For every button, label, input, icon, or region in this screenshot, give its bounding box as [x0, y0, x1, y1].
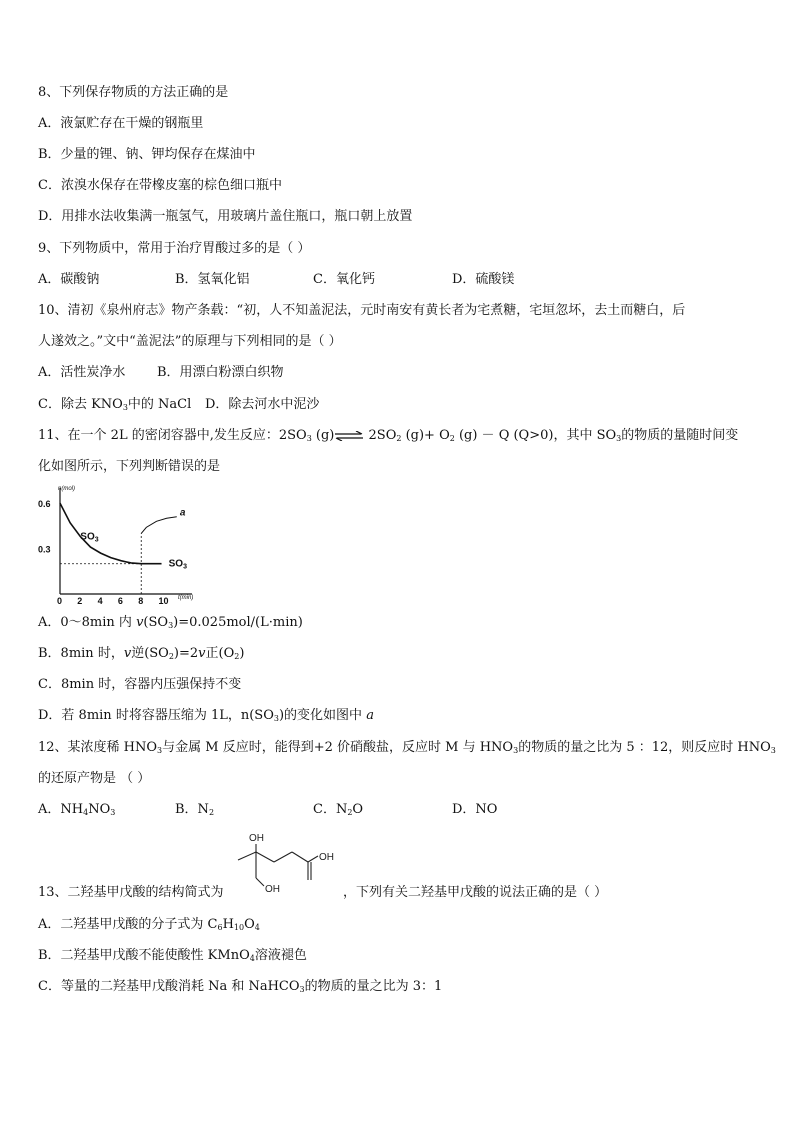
x-tick-label-10: 10 [158, 596, 169, 604]
q12-sub1: 3 [157, 746, 163, 755]
series-line-SO3 [60, 503, 162, 564]
q11-option-a [38, 614, 303, 635]
q9-option-c: C．氧化钙 [313, 272, 375, 287]
q11-option-d [38, 707, 374, 728]
q12-stem-line1 [38, 739, 776, 760]
q10-stem-line2: 人遂效之。”文中“盖泥法”的原理与下列相同的是（ ） [38, 334, 342, 349]
q10-c-pre: C．除去 KNO [38, 397, 123, 412]
y-axis-label: n(mol) [58, 486, 76, 492]
q11-b-mid1: 逆(SO [131, 646, 169, 661]
q12-a-sub1: 4 [83, 808, 89, 817]
series-line-a [141, 517, 177, 534]
q12-a-mid: NO [88, 802, 111, 817]
x-axis-label: t(min) [178, 595, 194, 601]
q13-option-b [38, 947, 307, 968]
q13-c-sub: 3 [299, 985, 305, 994]
q13-a-mid: H [222, 917, 234, 932]
q9-stem: 9、下列物质中，常用于治疗胃酸过多的是（ ） [38, 241, 311, 256]
y-tick-label-0.3: 0.3 [38, 544, 51, 555]
q11-l1-sub2: 2 [396, 434, 402, 443]
q10-stem-line1: 10、清初《泉州府志》物产条载：“初，人不知盖泥法，元时南安有黄长者为宅煮糖，宅垣忽坏，去土而糖白，后 [38, 303, 686, 318]
q11-d-sub: 3 [273, 714, 279, 723]
so3-amount-chart [36, 482, 196, 604]
q11-b-sub2: 2 [234, 652, 240, 661]
x-tick-label-0: 0 [57, 596, 63, 604]
q11-b-sub1: 2 [168, 652, 174, 661]
struct-oh-bottom: OH [265, 884, 280, 895]
series-label-SO3-curve: $SO_3$ [80, 531, 99, 544]
q12-b-sub: 2 [208, 808, 215, 817]
q11-b-mid2: )=2 [173, 646, 199, 661]
q11-l1-pre: 11、在一个 2L 的密闭容器中,发生反应：2SO [38, 428, 307, 443]
q11-option-b [38, 645, 244, 666]
q11-l1-post: 的物质的量随时间变 [621, 428, 739, 443]
q13-stem-pre: 13、二羟基甲戊酸的结构简式为 [38, 885, 224, 900]
x-tick-label-4: 4 [97, 596, 103, 604]
q9-option-a: A．碳酸钠 [38, 272, 100, 287]
q13-c-pre: C．等量的二羟基甲戊酸消耗 Na 和 NaHCO [38, 979, 300, 994]
q10-option-c [38, 396, 191, 417]
q13-option-a [38, 916, 260, 937]
q11-b-v1: v [123, 646, 132, 661]
q11-b-mid3: 正(O [205, 646, 235, 661]
q12-option-c [313, 801, 363, 822]
x-tick-label-8: 8 [138, 596, 144, 604]
q11-option-c: C．8min 时，容器内压强保持不变 [38, 677, 242, 692]
q13-a-pre: A．二羟基甲戊酸的分子式为 C [38, 917, 218, 932]
q12-option-b [175, 801, 214, 822]
q13-a-sub1: 6 [217, 923, 223, 932]
q12-c-pre: C．N [313, 802, 348, 817]
q12-post: 的物质的量之比为 5 ：12，则反应时 HNO [518, 740, 771, 755]
q11-l1-mid2: 2SO [364, 428, 397, 443]
q12-a-pre: A．NH [38, 802, 84, 817]
q12-mid: 与金属 M 反应时，能得到+2 价硝酸盐，反应时 M 与 HNO [162, 740, 514, 755]
q12-option-d: D．NO [452, 802, 498, 817]
q8-option-c: C．浓溴水保存在带橡皮塞的棕色细口瓶中 [38, 178, 282, 193]
q11-l1-sub3: 2 [449, 434, 455, 443]
q13-stem-post: ，下列有关二羟基甲戊酸的说法正确的是（ ） [343, 885, 608, 900]
q11-d-pre: D．若 8min 时将容器压缩为 1L，n(SO [38, 708, 274, 723]
q11-b-pre: B．8min 时， [38, 646, 124, 661]
q12-b-pre: B．N [175, 802, 209, 817]
q9-option-b: B．氢氧化铝 [175, 272, 250, 287]
struct-oh-acid: OH [319, 852, 334, 863]
q12-pre: 12、某浓度稀 HNO [38, 740, 158, 755]
q9-option-d: D．硫酸镁 [452, 272, 515, 287]
q11-l1-mid4: (g) － Q (Q>0)，其中 SO [454, 428, 617, 443]
q8-option-a: A．液氯贮存在干燥的钢瓶里 [38, 116, 204, 131]
q10-c-sub: 3 [122, 403, 128, 412]
q10-option-d: D．除去河水中泥沙 [205, 397, 320, 412]
x-tick-label-6: 6 [117, 596, 123, 604]
q11-l1-sub4: 3 [616, 434, 622, 443]
q11-a-pre: A．0～8min 内 [38, 615, 137, 630]
q11-d-post: )的变化如图中 [278, 708, 367, 723]
series-label-a: a [179, 507, 186, 519]
q12-sub2: 3 [513, 746, 519, 755]
q13-option-c [38, 978, 442, 999]
q8-stem: 8、下列保存物质的方法正确的是 [38, 85, 229, 100]
series-label-SO3-flat: $SO_3$ [168, 558, 188, 571]
q12-c-post: O [352, 802, 364, 817]
q11-a-mid: (SO [143, 615, 169, 630]
q11-l1-mid1: (g) [311, 428, 335, 443]
q11-b-v2: v [198, 646, 206, 661]
q11-d-a: a [366, 708, 374, 723]
q11-a-v: v [136, 615, 144, 630]
dihydroxymethylvaleric-acid-structure [232, 830, 342, 898]
q11-a-sub: 3 [168, 621, 174, 630]
q11-stem-line2: 化如图所示，下列判断错误的是 [38, 459, 221, 474]
q12-option-a [38, 801, 115, 822]
q10-c-post: 中的 NaCl [127, 397, 192, 412]
q13-a-sub3: 4 [254, 923, 260, 932]
q13-b-post: 溶液褪色 [254, 948, 307, 963]
q13-c-post: 的物质的量之比为 3：1 [304, 979, 443, 994]
q11-a-post: )=0.025mol/(L·min) [173, 615, 303, 630]
y-tick-label-0.6: 0.6 [38, 499, 51, 510]
q13-a-sub2: 10 [233, 923, 245, 932]
q10-option-a: A．活性炭净水 [38, 365, 126, 380]
q13-a-mid2: O [244, 917, 255, 932]
q12-sub3: 3 [770, 746, 776, 755]
q8-option-b: B．少量的锂、钠、钾均保存在煤油中 [38, 147, 256, 162]
q10-option-b: B．用漂白粉漂白织物 [157, 365, 284, 380]
q11-stem-line1 [38, 427, 738, 448]
q12-a-sub2: 3 [110, 808, 116, 817]
q11-l1-mid3: (g)+ O [401, 428, 450, 443]
struct-oh-top: OH [249, 833, 264, 844]
q8-option-d: D．用排水法收集满一瓶氢气，用玻璃片盖住瓶口，瓶口朝上放置 [38, 209, 413, 224]
q12-stem-line2: 的还原产物是 （ ） [38, 771, 151, 786]
x-tick-label-2: 2 [77, 596, 83, 604]
reversible-arrow-icon [334, 431, 364, 441]
q11-b-post: ) [239, 646, 245, 661]
q12-c-sub: 2 [347, 808, 353, 817]
q11-l1-sub1: 3 [306, 434, 312, 443]
q13-b-sub: 4 [249, 954, 255, 963]
q13-b-pre: B．二羟基甲戊酸不能使酸性 KMnO [38, 948, 250, 963]
